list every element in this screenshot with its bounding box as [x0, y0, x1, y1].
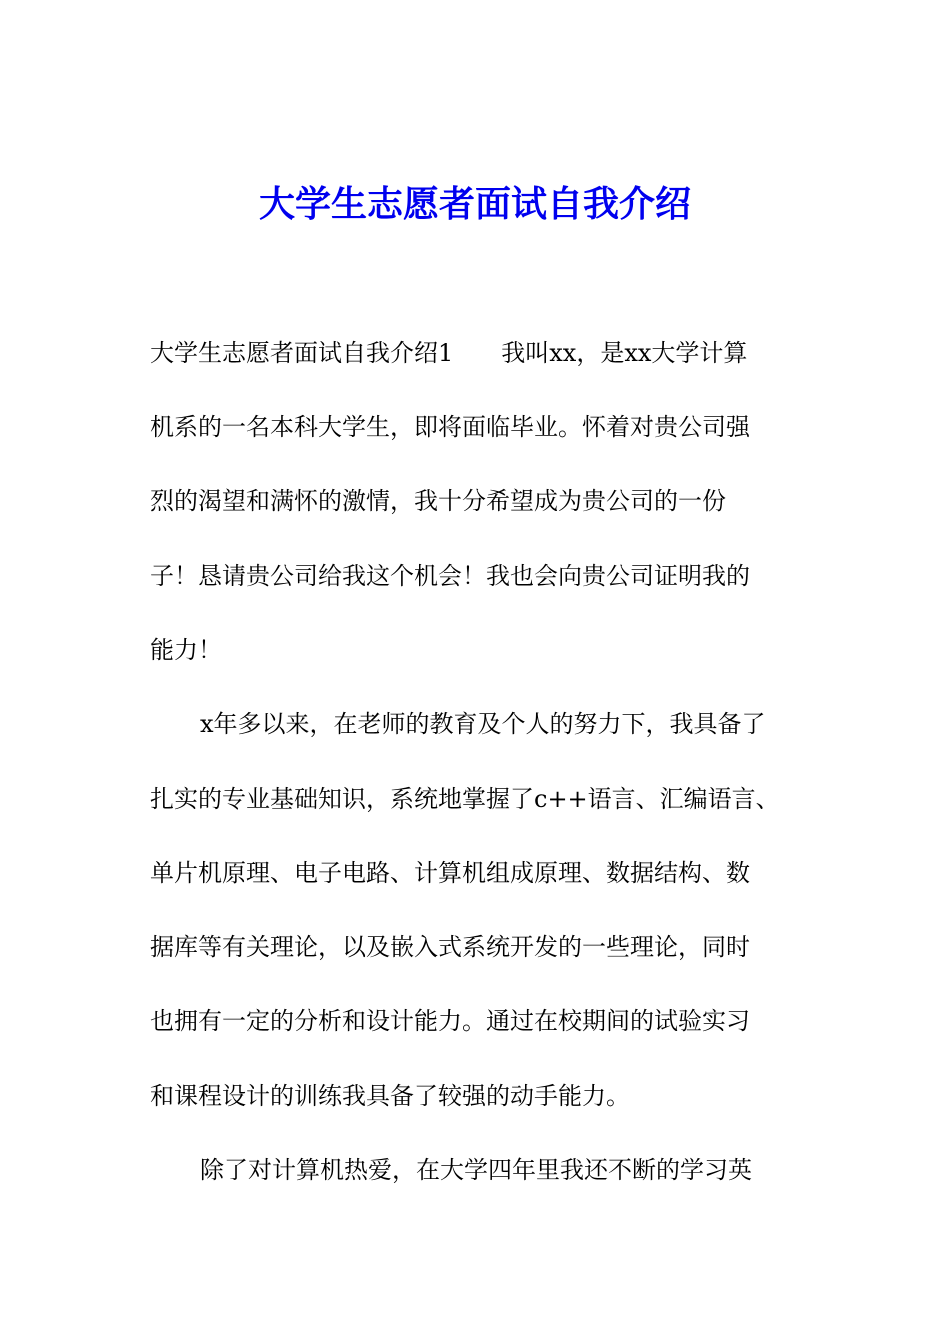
paragraph-line: 除了对计算机热爱，在大学四年里我还不断的学习英: [200, 1156, 752, 1184]
paragraph-line: 据库等有关理论，以及嵌入式系统开发的一些理论，同时: [150, 933, 750, 961]
document-body: [150, 0, 810, 1344]
paragraph-line: x年多以来，在老师的教育及个人的努力下，我具备了: [200, 710, 766, 738]
paragraph-line: 单片机原理、电子电路、计算机组成原理、数据结构、数: [150, 859, 750, 887]
paragraph-line: 能力！: [150, 636, 222, 664]
paragraph-line: 大学生志愿者面试自我介绍1 我叫xx，是xx大学计算: [150, 339, 748, 367]
document-title: 大学生志愿者面试自我介绍: [258, 183, 691, 225]
paragraph-line: 烈的渴望和满怀的激情，我十分希望成为贵公司的一份: [150, 487, 726, 515]
paragraph-line: 扎实的专业基础知识，系统地掌握了c++语言、汇编语言、: [150, 785, 780, 813]
paragraph-line: 和课程设计的训练我具备了较强的动手能力。: [150, 1082, 630, 1110]
paragraph-line: 机系的一名本科大学生，即将面临毕业。怀着对贵公司强: [150, 413, 750, 441]
paragraph-line: 也拥有一定的分析和设计能力。通过在校期间的试验实习: [150, 1007, 750, 1035]
paragraph-line: 子！恳请贵公司给我这个机会！我也会向贵公司证明我的: [150, 562, 750, 590]
